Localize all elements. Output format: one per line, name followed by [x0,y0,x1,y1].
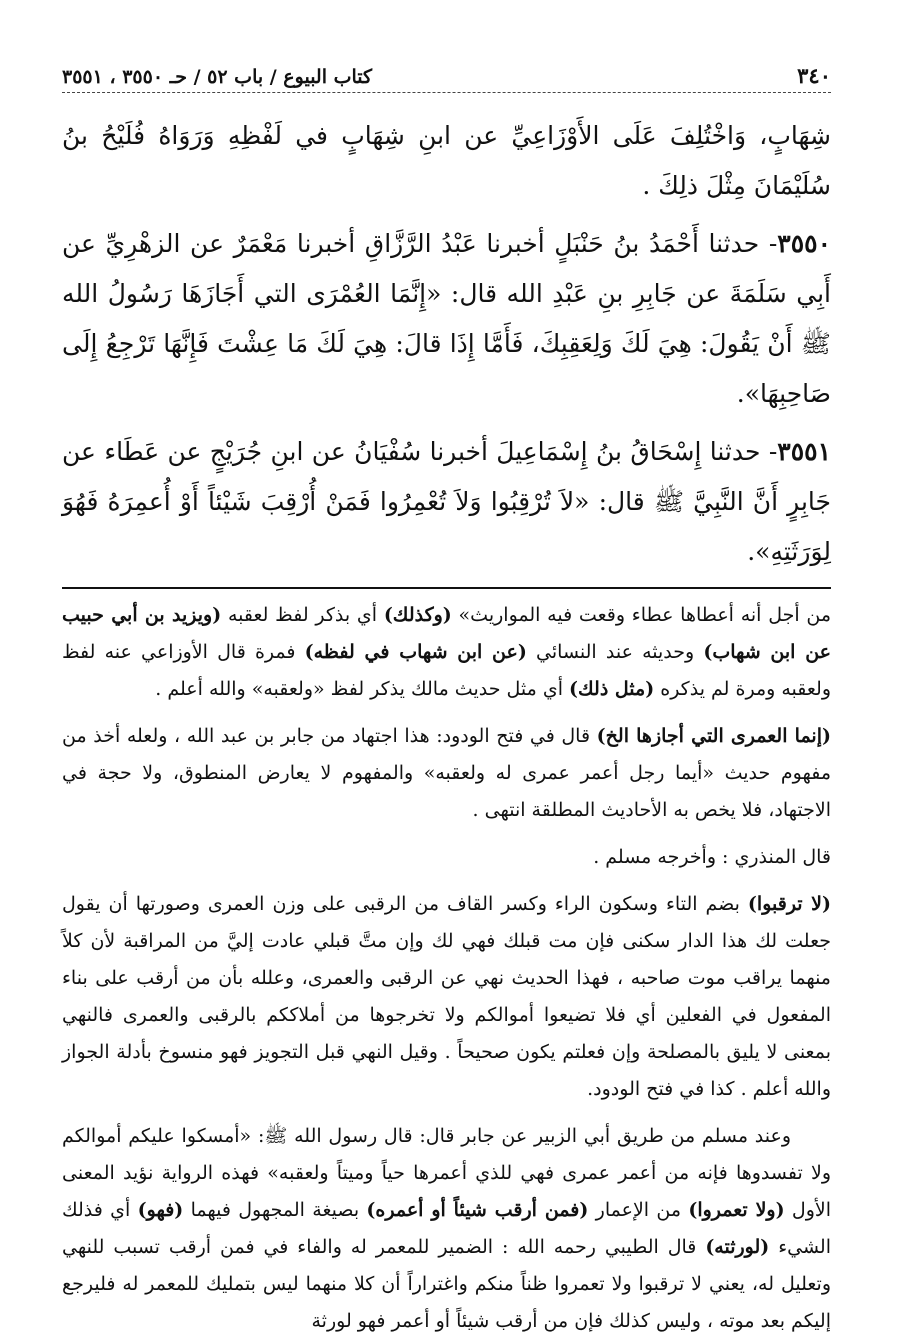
hadith-body: - حدثنا إِسْحَاقُ بنُ إِسْمَاعِيلَ أخبرنا سُفْيَانُ عن ابنِ جُرَيْجٍ عن عَطَاء عن جَابِرٍ أَنَّ النَّبِيَّ ﷺ قال: «لاَ تُرْقِبُوا وَلاَ تُعْمِرُوا فَمَنْ أُرْقِبَ شَيْئاً أَوْ أُعمِرَهُ فَهُوَ لِوَرَثَتِهِ». [62,437,831,566]
bold-term: (لا ترقبوا) [747,893,831,915]
bold-term: (عن ابن شهاب في لفظه) [304,641,527,663]
commentary-paragraph [62,718,831,829]
commentary-paragraph [62,597,831,708]
running-title: كتاب البيوع / باب ٥٢ / حـ ٣٥٥٠ ، ٣٥٥١ [62,66,373,88]
hadith-text-section [62,111,831,577]
bold-term: (مثل ذلك) [569,678,655,700]
commentary-section [62,597,831,1340]
footnote-divider [62,587,831,589]
commentary-text: بضم التاء وسكون الراء وكسر القاف من الرقبى على وزن العمرى وصورتها أن يقول جعلت لك هذا الدار سكنى فإن مت قبلك فهي لك وإن متَّ قبلي عادت إليَّ من المراقبة لأن كلاً منهما يراقب موت صاحبه ، فهذا الحديث نهي عن الرقبى والعمرى، وعلله بأن من أرقب على بناء المفعول في الفعلين أي فلا تضيعوا أموالكم ولا تخرجوها من أملاككم بالرقبى والعمرى فالنهي بمعنى لا يليق بالمصلحة وإن فعلتم يكون صحيحاً . وقيل النهي قبل التجويز فهو منسوخ بأدلة الجواز والله أعلم . كذا في فتح الودود. [62,893,831,1100]
page-number: ٣٤٠ [797,63,831,88]
hadith-number: ٣٥٥٠ [777,229,831,258]
commentary-text: أي فذلك الشيء [62,1199,831,1258]
bold-term: (إنما العمرى التي أجازها الخ) [596,725,831,747]
bold-term: (ويزيد بن أبي حبيب عن ابن شهاب) [62,604,832,663]
commentary-paragraph [62,1118,831,1340]
commentary-text: أي مثل حديث مالك يذكر لفظ «ولعقبه» والله أعلم . [155,678,570,700]
bold-term: (لورثته) [705,1236,770,1258]
bold-term: (فهو) [137,1199,184,1221]
commentary-paragraph [62,886,831,1108]
commentary-text: فمرة قال الأوزاعي عنه لفظ ولعقبه ومرة لم يذكره [62,641,831,700]
hadith-3550 [62,219,831,419]
bold-term: (وكذلك) [383,604,452,626]
hadith-3551 [62,427,831,577]
commentary-text: وحديثه عند النسائي [526,641,704,663]
commentary-paragraph: قال المنذري : وأخرجه مسلم . [593,846,831,868]
commentary-text: قال في فتح الودود: هذا اجتهاد من جابر بن عبد الله ، ولعله أخذ من مفهوم حديث «أيما رجل أعمر عمرى له ولعقبه» والمفهوم لا يعارض المنطوق، ولا حجة في الاجتهاد، فلا يخص به الأحاديث المطلقة انتهى . [62,725,831,821]
page-header [62,58,831,93]
commentary-text: بصيغة المجهول فيهما [183,1199,367,1221]
commentary-text: قال الطيبي رحمه الله : الضمير للمعمر له والفاء في فمن أرقب تسبب للنهي وتعليل له، يعني لا ترقبوا ولا تعمروا ظناً منكم واغتراراً أن كلا منهما ليس بتمليك للمعمر له فليرجع إليكم بعد موته ، وليس كذلك فإن من أرقب شيئاً أو أعمر فهو لورثة [62,1236,831,1332]
commentary-text: أي بذكر لفظ لعقبه [221,604,384,626]
commentary-text: من أجل أنه أعطاها عطاء وقعت فيه المواريث» [451,604,832,626]
hadith-continuation: شِهَابٍ، وَاخْتُلِفَ عَلَى الأَوْزَاعِيِّ عن ابنِ شِهَابٍ في لَفْظِهِ وَرَوَاهُ فُلَيْحُ بنُ سُلَيْمَانَ مِثْلَ ذلِكَ . [62,121,831,200]
bold-term: (فمن أرقب شيئاً أو أعمره) [366,1199,589,1221]
bold-term: (ولا تعمروا) [688,1199,785,1221]
hadith-body: - حدثنا أَحْمَدُ بنُ حَنْبَلٍ أخبرنا عَبْدُ الرَّزَّاقِ أخبرنا مَعْمَرٌ عن الزهْرِيِّ عن أَبِي سَلَمَةَ عن جَابِرِ بنِ عَبْدِ الله قال: «إِنَّمَا العُمْرَى التي أَجَازَهَا رَسُولُ الله ﷺ أَنْ يَقُولَ: هِيَ لَكَ وَلِعَقِبِكَ، فَأَمَّا إِذَا قالَ: هِيَ لَكَ مَا عِشْتَ فَإِنَّهَا تَرْجِعُ إِلَى صَاحِبِهَا». [62,229,831,408]
hadith-number: ٣٥٥١ [777,437,831,466]
commentary-text: وعند مسلم من طريق أبي الزبير عن جابر قال: قال رسول الله ﷺ: «أمسكوا عليكم أموالكم ولا تفسدوها فإنه من أعمر عمرى فهي للذي أعمرها حياً وميتاً ولعقبه» فهذه الرواية نؤيد المعنى الأول [62,1125,831,1221]
commentary-text: من الإعمار [588,1199,689,1221]
book-page [62,58,832,1332]
